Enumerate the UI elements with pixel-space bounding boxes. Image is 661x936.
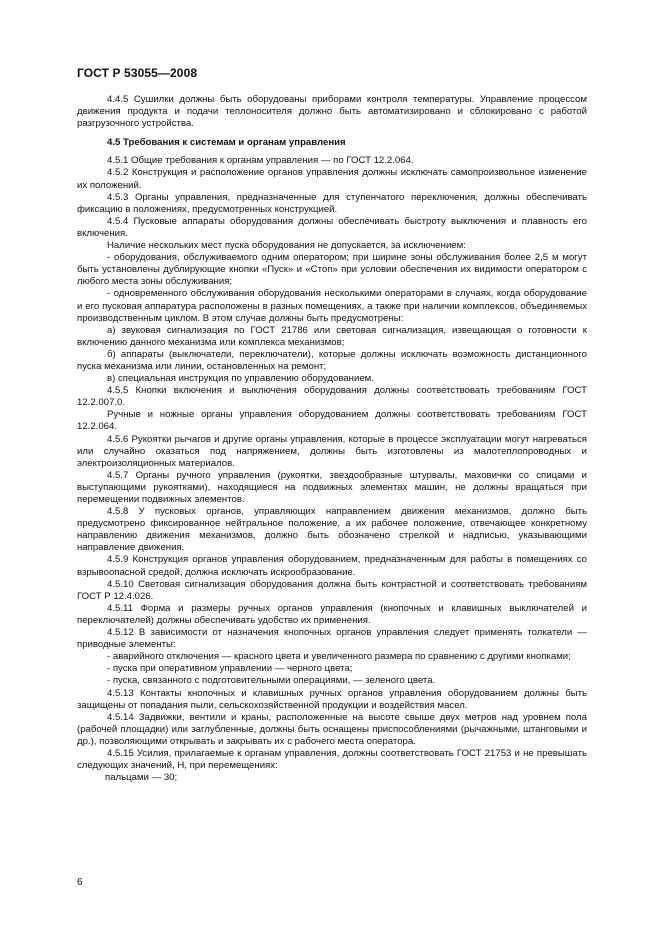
- paragraph-4-5-8: 4.5.8 У пусковых органов, управляющих направлением движения механизмов, должно быть предусмотрено фиксированное нейтральное положение, а их рабочее положение, отвечающее конкретному направлению движения механизмов, должно быть обозначено стрелкой и надписью, указывающими направление движения.: [77, 506, 587, 554]
- paragraph-4-5-14: 4.5.14 Задвижки, вентили и краны, расположенные на высоте свыше двух метров над уровнем пола (рабочей площадки) или заглубленные, должны быть оснащены приспособлениями (рычажными, штанговыми и др.), позволяющими открывать и закрывать их с рабочего места оператора.: [77, 711, 587, 747]
- document-body: [77, 94, 587, 784]
- paragraph-4-5-1: 4.5.1 Общие требования к органам управления — по ГОСТ 12.2.064.: [107, 155, 414, 167]
- page-number: 6: [77, 877, 83, 888]
- paragraph-start-places: Наличие нескольких мест пуска оборудования не допускается, за исключением:: [107, 240, 466, 252]
- list-item-b: б) аппараты (выключатели, переключатели), которые должны исключать возможность дистанционного пуска механизма или линии, остановленных на ремонт;: [77, 348, 587, 372]
- paragraph-4-5-7: 4.5.7 Органы ручного управления (рукоятки, звездообразные штурвалы, маховички со спицами и выступающими рукоятками), находящиеся на подвижных элементах машин, не должны вращаться при перемещении подвижных элементов.: [77, 469, 587, 505]
- paragraph-manual-controls: Ручные и ножные органы управления оборудованием должны соответствовать требованиям ГОСТ 12.2.064.: [77, 409, 587, 433]
- list-item-c: в) специальная инструкция по управлению оборудованием.: [107, 373, 374, 385]
- list-item-fingers: пальцами — 30;: [105, 772, 178, 784]
- list-item-emergency-stop: - аварийного отключения — красного цвета и увеличенного размера по сравнению с другими кнопками;: [107, 651, 571, 663]
- paragraph-4-5-13: 4.5.13 Контакты кнопочных и клавишных ручных органов управления оборудованием должны быть защищены от попадания пыли, сельскохозяйственной продукции и воздействия масел.: [77, 687, 587, 711]
- paragraph-4-5-3: 4.5.3 Органы управления, предназначенные для ступенчатого переключения, должны обеспечивать фиксацию в положениях, предусмотренных конструкцией.: [77, 191, 587, 215]
- paragraph-4-5-15: 4.5.15 Усилия, прилагаемые к органам управления, должны соответствовать ГОСТ 21753 и не превышать следующих значений, Н, при перемещениях:: [77, 747, 587, 772]
- list-item-a: а) звуковая сигнализация по ГОСТ 21786 или световая сигнализация, извещающая о готовности к включению данного механизма или комплекса механизмов;: [77, 324, 587, 348]
- paragraph-4-5-11: 4.5.11 Форма и размеры ручных органов управления (кнопочных и клавишных выключателей и переключателей) должны обеспечивать удобство их применения.: [77, 602, 587, 626]
- section-heading-4-5: 4.5 Требования к системам и органам управления: [107, 137, 346, 149]
- paragraph-4-5-4: 4.5.4 Пусковые аппараты оборудования должны обеспечивать быстроту выключения и плавность его включения.: [77, 215, 587, 239]
- paragraph-4-5-6: 4.5.6 Рукоятки рычагов и другие органы управления, которые в процессе эксплуатации могут нагреваться или случайно оказаться под напряжением, должны быть изготовлены из малотеплопроводных и электроизоляционных материалов.: [77, 433, 587, 469]
- paragraph-4-4-5: 4.4.5 Сушилки должны быть оборудованы приборами контроля температуры. Управление процессом движения продукта и подачи теплоносителя должно быть автоматизировано и сблокировано с работой разгрузочного устройства.: [77, 94, 587, 130]
- paragraph-4-5-12: 4.5.12 В зависимости от назначения кнопочных органов управления следует применять толкатели — приводные элементы:: [77, 627, 587, 651]
- document-header: ГОСТ Р 53055—2008: [77, 66, 198, 80]
- list-item-preparatory-start: - пуска, связанного с подготовительными операциями, — зеленого цвета.: [107, 675, 436, 687]
- paragraph-4-5-2: 4.5.2 Конструкция и расположение органов управления должны исключать самопроизвольное изменение их положений.: [77, 167, 587, 191]
- paragraph-4-5-9: 4.5.9 Конструкция органов управления оборудованием, предназначенным для работы в помещениях со взрывоопасной средой, должна исключать искрообразование.: [77, 554, 587, 578]
- paragraph-4-5-10: 4.5.10 Световая сигнализация оборудования должна быть контрастной и соответствовать требованиям ГОСТ Р 12.4.026.: [77, 578, 587, 602]
- list-item-operational-start: - пуска при оперативном управлении — черного цвета;: [107, 663, 353, 675]
- list-item-multiple-operators: - одновременного обслуживания оборудования несколькими операторами в случаях, когда оборудование и его пусковая аппаратура расположены в разных помещениях, а также при наличии комплексов, объединяемых производственным циклом. В этом случае должны быть предусмотрены:: [77, 288, 587, 324]
- list-item-single-operator: - оборудования, обслуживаемого одним оператором; при ширине зоны обслуживания более 2,5 м могут быть установлены дублирующие кнопки «Пуск» и «Стоп» при условии обеспечения их видимости оператором с любого места зоны обслуживания;: [77, 252, 587, 288]
- paragraph-4-5-5: 4.5.5 Кнопки включения и выключения оборудования должны соответствовать требованиям ГОСТ 12.2.007.0.: [77, 385, 587, 409]
